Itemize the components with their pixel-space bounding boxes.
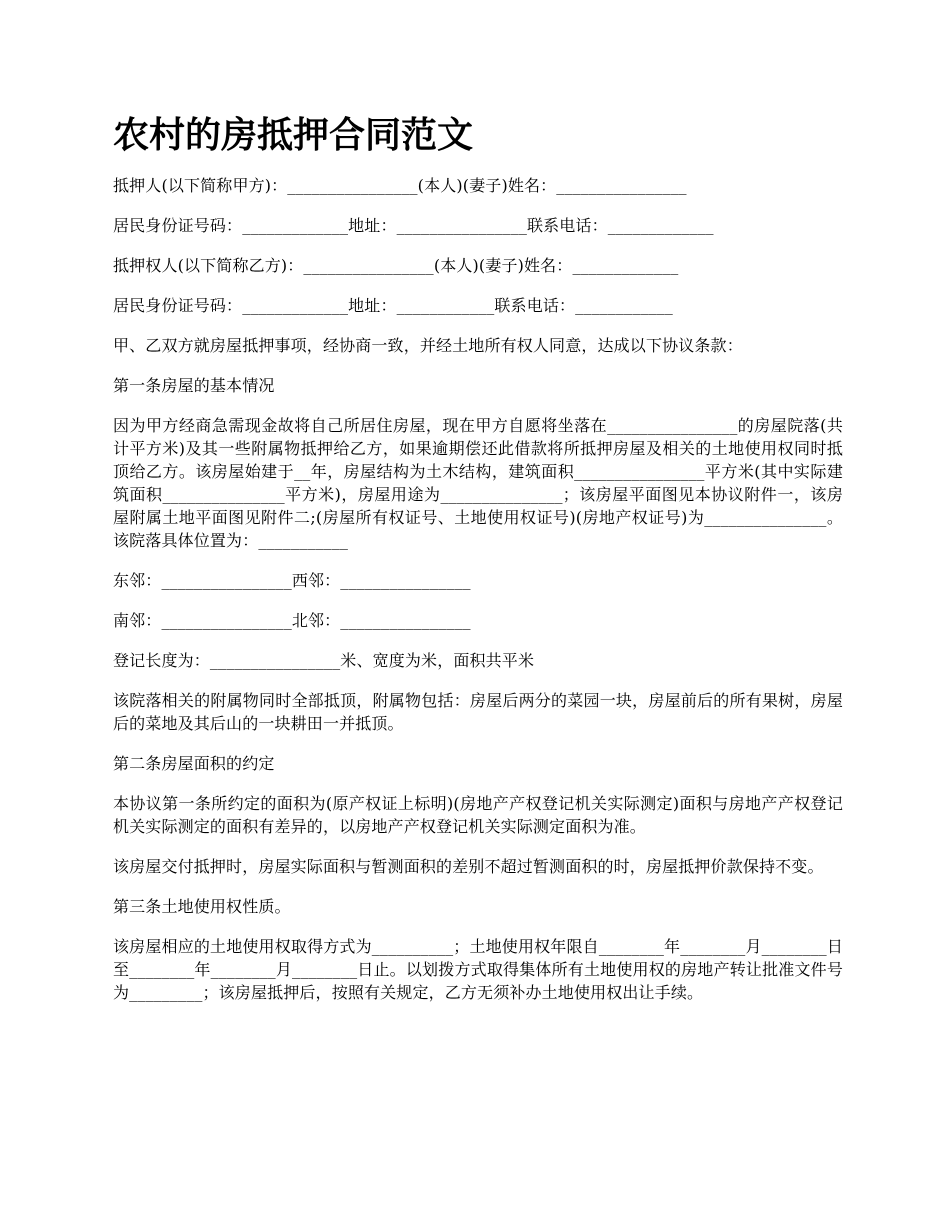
document-title: 农村的房抵押合同范文 (113, 115, 474, 156)
document-body (113, 174, 843, 1021)
mortgagee-id-line: 居民身份证号码：_____________地址：____________联系电话：____________ (113, 296, 673, 315)
article-1-body: 因为甲方经商急需现金故将自己所居住房屋，现在甲方自愿将坐落在________________的房屋院落(共计平方米)及其一些附属物抵押给乙方，如果逾期偿还此借款将所抵押房屋及相关的土地使用权同时抵顶给乙方。该房屋始建于__年，房屋结构为土木结构，建筑面积________________平方米(其中实际建筑面积_______________平方米)，房屋用途为_______________；该房屋平面图见本协议附件一，该房屋附属土地平面图见附件二;(房屋所有权证号、土地使用权证号)(房地产权证号)为_______________。该院落具体位置为：___________ (113, 416, 843, 550)
east-west-neighbors: 东邻：________________西邻：________________ (113, 571, 471, 590)
article-2-area-clause: 该房屋交付抵押时，房屋实际面积与暂测面积的差别不超过暂测面积的时，房屋抵押价款保持不变。 (113, 857, 824, 876)
mortgagor-line: 抵押人(以下简称甲方)：________________(本人)(妻子)姓名：________________ (113, 176, 687, 195)
mortgagor-id-line: 居民身份证号码：_____________地址：________________联系电话：_____________ (113, 216, 714, 235)
article-1-heading: 第一条房屋的基本情况 (113, 376, 275, 395)
south-north-neighbors: 南邻：________________北邻：________________ (113, 611, 471, 630)
attachments-paragraph: 该院落相关的附属物同时全部抵顶，附属物包括：房屋后两分的菜园一块，房屋前后的所有果树，房屋后的菜地及其后山的一块耕田一并抵顶。 (113, 691, 843, 733)
agreement-intro: 甲、乙双方就房屋抵押事项，经协商一致，并经土地所有权人同意，达成以下协议条款： (113, 336, 743, 355)
article-3-body: 该房屋相应的土地使用权取得方式为__________；土地使用权年限自________年________月________日至________年________月________日止。以划拨方式取得集体所有土地使用权的房地产转让批准文件号为_________；该房屋抵押后，按照有关规定，乙方无须补办土地使用权出让手续。 (113, 937, 843, 1002)
registered-dimensions: 登记长度为：________________米、宽度为米，面积共平米 (113, 651, 535, 670)
article-3-heading: 第三条土地使用权性质。 (113, 897, 291, 916)
article-2-heading: 第二条房屋面积的约定 (113, 754, 275, 773)
mortgagee-line: 抵押权人(以下简称乙方)：________________(本人)(妻子)姓名：_____________ (113, 256, 679, 275)
article-2-body: 本协议第一条所约定的面积为(原产权证上标明)(房地产产权登记机关实际测定)面积与房地产产权登记机关实际测定的面积有差异的，以房地产产权登记机关实际测定面积为准。 (113, 794, 843, 836)
